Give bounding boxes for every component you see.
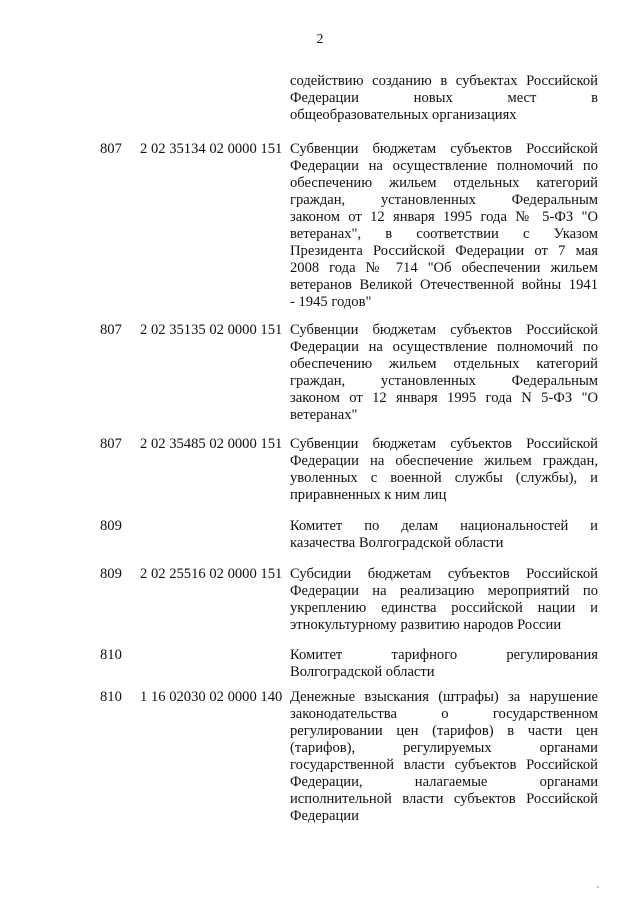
description-line: Федерации на осуществление полномочий по — [290, 339, 598, 355]
description-line: Федерации — [290, 808, 359, 824]
revenue-code: 2 02 35135 02 0000 151 — [140, 322, 283, 338]
description-line: казачества Волгоградской области — [290, 535, 504, 551]
description-line: Федерации на реализацию мероприятий по — [290, 583, 598, 599]
revenue-description — [290, 322, 598, 424]
description-line: Федерации новых мест в — [290, 90, 598, 106]
description-line: ветеранов Великой Отечественной войны 1941 — [290, 277, 598, 293]
admin-code: 807 — [100, 322, 122, 338]
revenue-description — [290, 689, 598, 825]
revenue-code: 2 02 35134 02 0000 151 — [140, 141, 283, 157]
description-line: законом от 12 января 1995 года N 5-ФЗ "О — [290, 390, 598, 406]
page-number: 2 — [316, 32, 324, 47]
description-line: Субвенции бюджетам субъектов Российской — [290, 141, 598, 157]
description-line: регулировании цен (тарифов) в части цен — [290, 723, 598, 739]
description-line: Волгоградской области — [290, 664, 435, 680]
revenue-description — [290, 73, 598, 124]
description-line: укреплению единства российской нации и — [290, 600, 598, 616]
description-line: Федерации, налагаемые органами — [290, 774, 598, 790]
revenue-code: 2 02 35485 02 0000 151 — [140, 436, 283, 452]
revenue-code: 2 02 25516 02 0000 151 — [140, 566, 283, 582]
description-line: Субсидии бюджетам субъектов Российской — [290, 566, 598, 582]
description-line: Федерации на обеспечение жильем граждан, — [290, 453, 598, 469]
description-line: 2008 года № 714 "Об обеспечении жильем — [290, 260, 598, 276]
description-line: обеспечению жильем отдельных категорий — [290, 356, 598, 372]
description-line: (тарифов), регулируемых органами — [290, 740, 598, 756]
description-line: общеобразовательных организациях — [290, 107, 517, 123]
description-line: законодательства о государственном — [290, 706, 598, 722]
description-line: Федерации на осуществление полномочий по — [290, 158, 598, 174]
description-line: ветеранах" — [290, 407, 358, 423]
description-line: государственной власти субъектов Российской — [290, 757, 598, 773]
description-line: обеспечению жильем отдельных категорий — [290, 175, 598, 191]
description-line: граждан, установленных Федеральным — [290, 192, 598, 208]
description-line: уволенных с военной службы (службы), и — [290, 470, 598, 486]
revenue-description — [290, 566, 598, 634]
description-line: исполнительной власти субъектов Российской — [290, 791, 598, 807]
admin-code: 810 — [100, 647, 122, 663]
admin-code: 809 — [100, 566, 122, 582]
admin-code: 807 — [100, 436, 122, 452]
description-line: этнокультурному развитию народов России — [290, 617, 562, 633]
description-line: Субвенции бюджетам субъектов Российской — [290, 436, 598, 452]
description-line: ветеранах", в соответствии с Указом — [290, 226, 598, 242]
description-line: граждан, установленных Федеральным — [290, 373, 598, 389]
revenue-description — [290, 141, 598, 311]
scan-speck — [597, 886, 599, 888]
revenue-description — [290, 647, 598, 681]
admin-code: 809 — [100, 518, 122, 534]
description-line: Президента Российской Федерации от 7 мая — [290, 243, 598, 259]
description-line: Комитет тарифного регулирования — [290, 647, 598, 663]
description-line: - 1945 годов" — [290, 294, 372, 310]
admin-code: 807 — [100, 141, 122, 157]
revenue-code: 1 16 02030 02 0000 140 — [140, 689, 283, 705]
revenue-description — [290, 518, 598, 552]
admin-code: 810 — [100, 689, 122, 705]
description-line: приравненных к ним лиц — [290, 487, 447, 503]
description-line: законом от 12 января 1995 года № 5-ФЗ "О — [290, 209, 598, 225]
revenue-description — [290, 436, 598, 504]
description-line: содействию созданию в субъектах Российской — [290, 73, 598, 89]
description-line: Субвенции бюджетам субъектов Российской — [290, 322, 598, 338]
description-line: Денежные взыскания (штрафы) за нарушение — [290, 689, 598, 705]
description-line: Комитет по делам национальностей и — [290, 518, 598, 534]
